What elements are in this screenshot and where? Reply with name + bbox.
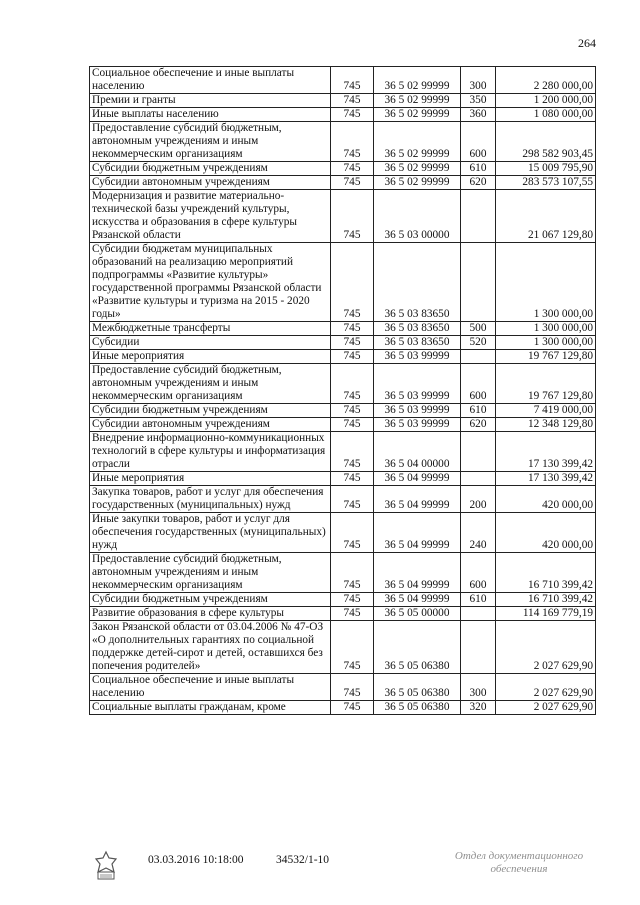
cell-target-article: 36 5 02 99999 [374,162,461,176]
table-row [90,432,596,472]
cell-amount: 1 080 000,00 [496,108,596,122]
page-footer [0,848,640,888]
cell-ministry-code: 745 [331,243,374,322]
cell-target-article: 36 5 02 99999 [374,94,461,108]
table-row [90,472,596,486]
cell-ministry-code: 745 [331,593,374,607]
cell-ministry-code: 745 [331,404,374,418]
cell-name: Предоставление субсидий бюджетным, автономным учреждениям и иным некоммерческим организациям [90,553,331,593]
cell-amount: 298 582 903,45 [496,122,596,162]
table-row [90,94,596,108]
cell-amount: 420 000,00 [496,513,596,553]
cell-target-article: 36 5 02 99999 [374,108,461,122]
cell-ministry-code: 745 [331,418,374,432]
cell-expense-type: 610 [461,162,496,176]
cell-name: Иные мероприятия [90,472,331,486]
cell-ministry-code: 745 [331,108,374,122]
cell-ministry-code: 745 [331,553,374,593]
table-row [90,621,596,674]
cell-ministry-code: 745 [331,190,374,243]
cell-amount: 420 000,00 [496,486,596,513]
cell-amount: 19 767 129,80 [496,350,596,364]
page-number: 264 [578,36,596,50]
cell-expense-type: 600 [461,553,496,593]
cell-ministry-code: 745 [331,176,374,190]
cell-target-article: 36 5 02 99999 [374,176,461,190]
cell-amount: 2 027 629,90 [496,621,596,674]
cell-ministry-code: 745 [331,350,374,364]
table-row [90,486,596,513]
department-stamp [444,850,594,876]
cell-amount: 283 573 107,55 [496,176,596,190]
table-row [90,418,596,432]
cell-ministry-code: 745 [331,674,374,701]
table-row [90,108,596,122]
cell-expense-type: 610 [461,593,496,607]
footer-doc-number: 34532/1-10 [276,854,330,866]
cell-name: Субсидии автономным учреждениям [90,418,331,432]
cell-name: Субсидии бюджетам муниципальных образований на реализацию мероприятий подпрограммы «Развитие культуры» государственной программы Рязанской области «Развитие культуры и туризма на 2015 - 2020 годы» [90,243,331,322]
table-row [90,513,596,553]
cell-expense-type [461,190,496,243]
cell-target-article: 36 5 03 99999 [374,350,461,364]
cell-ministry-code: 745 [331,701,374,715]
cell-name: Социальное обеспечение и иные выплаты населению [90,674,331,701]
table-row [90,553,596,593]
cell-target-article: 36 5 05 00000 [374,607,461,621]
cell-target-article: 36 5 04 99999 [374,486,461,513]
cell-name: Внедрение информационно-коммуникационных технологий в сфере культуры и информатизация отрасли [90,432,331,472]
cell-target-article: 36 5 03 99999 [374,418,461,432]
cell-ministry-code: 745 [331,122,374,162]
cell-amount: 16 710 399,42 [496,593,596,607]
cell-amount: 7 419 000,00 [496,404,596,418]
cell-ministry-code: 745 [331,336,374,350]
cell-name: Закупка товаров, работ и услуг для обеспечения государственных (муниципальных) нужд [90,486,331,513]
table-row [90,322,596,336]
cell-target-article: 36 5 04 99999 [374,593,461,607]
cell-amount: 19 767 129,80 [496,364,596,404]
cell-target-article: 36 5 04 00000 [374,432,461,472]
cell-expense-type: 600 [461,364,496,404]
cell-amount: 1 200 000,00 [496,94,596,108]
cell-amount: 1 300 000,00 [496,336,596,350]
table-row [90,243,596,322]
footer-datetime: 03.03.2016 10:18:00 [148,854,244,866]
cell-name: Субсидии бюджетным учреждениям [90,162,331,176]
cell-ministry-code: 745 [331,364,374,404]
cell-target-article: 36 5 03 83650 [374,322,461,336]
cell-ministry-code: 745 [331,513,374,553]
cell-name: Субсидии автономным учреждениям [90,176,331,190]
cell-name: Закон Рязанской области от 03.04.2006 № 47-ОЗ «О дополнительных гарантиях по социальной поддержке детей-сирот и детей, оставшихся без попечения родителей» [90,621,331,674]
cell-expense-type [461,621,496,674]
table-row [90,176,596,190]
coat-of-arms-icon [90,850,122,882]
cell-target-article: 36 5 03 83650 [374,336,461,350]
cell-amount: 1 300 000,00 [496,243,596,322]
table-row [90,162,596,176]
table-row [90,701,596,715]
cell-ministry-code: 745 [331,432,374,472]
cell-name: Премии и гранты [90,94,331,108]
cell-ministry-code: 745 [331,472,374,486]
cell-expense-type: 610 [461,404,496,418]
cell-name: Социальное обеспечение и иные выплаты населению [90,67,331,94]
cell-name: Субсидии [90,336,331,350]
table-row [90,67,596,94]
cell-ministry-code: 745 [331,621,374,674]
cell-name: Иные мероприятия [90,350,331,364]
cell-target-article: 36 5 04 99999 [374,472,461,486]
cell-amount: 21 067 129,80 [496,190,596,243]
cell-expense-type: 300 [461,674,496,701]
cell-target-article: 36 5 02 99999 [374,67,461,94]
stamp-line-2: обеспечения [490,863,548,875]
cell-target-article: 36 5 05 06380 [374,674,461,701]
table-row [90,607,596,621]
cell-name: Предоставление субсидий бюджетным, автономным учреждениям и иным некоммерческим организациям [90,122,331,162]
cell-name: Социальные выплаты гражданам, кроме [90,701,331,715]
cell-expense-type: 500 [461,322,496,336]
cell-target-article: 36 5 02 99999 [374,122,461,162]
cell-name: Субсидии бюджетным учреждениям [90,404,331,418]
cell-amount: 114 169 779,19 [496,607,596,621]
cell-ministry-code: 745 [331,486,374,513]
cell-name: Субсидии бюджетным учреждениям [90,593,331,607]
cell-ministry-code: 745 [331,94,374,108]
cell-amount: 12 348 129,80 [496,418,596,432]
cell-ministry-code: 745 [331,607,374,621]
cell-expense-type [461,432,496,472]
cell-expense-type [461,607,496,621]
table-row [90,350,596,364]
table-row [90,190,596,243]
cell-name: Предоставление субсидий бюджетным, автономным учреждениям и иным некоммерческим организациям [90,364,331,404]
budget-table-body [90,67,596,715]
cell-amount: 2 280 000,00 [496,67,596,94]
cell-amount: 15 009 795,90 [496,162,596,176]
table-row [90,336,596,350]
cell-expense-type: 620 [461,418,496,432]
cell-name: Иные закупки товаров, работ и услуг для обеспечения государственных (муниципальных) нужд [90,513,331,553]
cell-amount: 17 130 399,42 [496,432,596,472]
cell-target-article: 36 5 03 99999 [374,364,461,404]
stamp-line-1: Отдел документационного [454,850,584,862]
cell-expense-type [461,350,496,364]
cell-expense-type: 200 [461,486,496,513]
cell-ministry-code: 745 [331,322,374,336]
cell-expense-type: 320 [461,701,496,715]
cell-target-article: 36 5 04 99999 [374,553,461,593]
cell-expense-type: 600 [461,122,496,162]
cell-target-article: 36 5 03 00000 [374,190,461,243]
cell-target-article: 36 5 03 83650 [374,243,461,322]
table-row [90,593,596,607]
cell-amount: 17 130 399,42 [496,472,596,486]
cell-name: Модернизация и развитие материально-технической базы учреждений культуры, искусства и образования в сфере культуры Рязанской области [90,190,331,243]
cell-ministry-code: 745 [331,162,374,176]
budget-table [89,66,596,715]
cell-expense-type: 240 [461,513,496,553]
cell-expense-type: 620 [461,176,496,190]
table-row [90,122,596,162]
table-row [90,404,596,418]
cell-target-article: 36 5 03 99999 [374,404,461,418]
cell-amount: 1 300 000,00 [496,322,596,336]
cell-expense-type [461,472,496,486]
cell-name: Иные выплаты населению [90,108,331,122]
cell-target-article: 36 5 04 99999 [374,513,461,553]
cell-expense-type [461,243,496,322]
cell-amount: 2 027 629,90 [496,674,596,701]
cell-expense-type: 360 [461,108,496,122]
table-row [90,364,596,404]
cell-amount: 16 710 399,42 [496,553,596,593]
cell-ministry-code: 745 [331,67,374,94]
cell-amount: 2 027 629,90 [496,701,596,715]
cell-expense-type: 350 [461,94,496,108]
cell-target-article: 36 5 05 06380 [374,701,461,715]
cell-target-article: 36 5 05 06380 [374,621,461,674]
cell-expense-type: 300 [461,67,496,94]
cell-expense-type: 520 [461,336,496,350]
table-row [90,674,596,701]
cell-name: Развитие образования в сфере культуры [90,607,331,621]
cell-name: Межбюджетные трансферты [90,322,331,336]
